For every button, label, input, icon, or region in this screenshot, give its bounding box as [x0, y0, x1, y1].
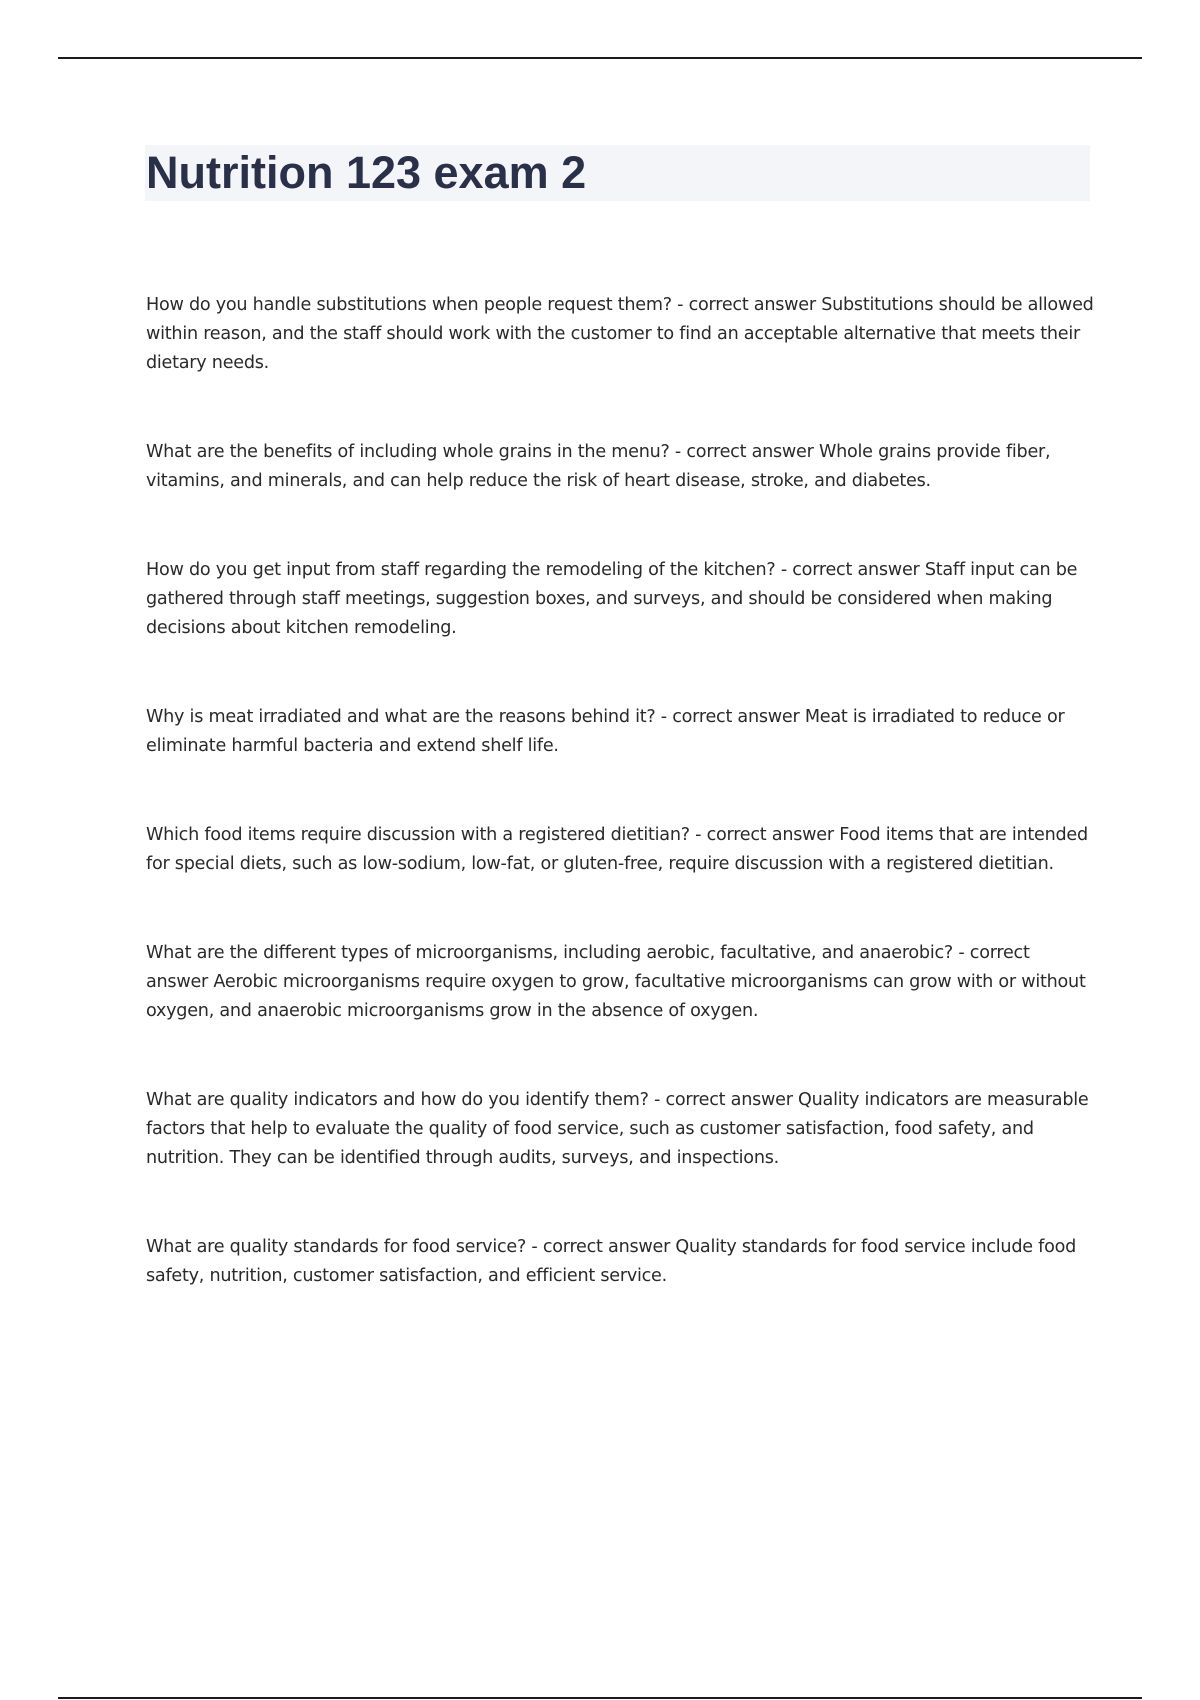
qa-item: What are quality indicators and how do you identify them? - correct answer Quality indicators are measurable factors that help to evaluate the quality of food service, such as customer satisfaction, food safety, and nutrition. They can be identified through audits, surveys, and inspections.	[146, 1090, 1089, 1168]
qa-item: How do you get input from staff regarding the remodeling of the kitchen? - correct answer Staff input can be gathered through staff meetings, suggestion boxes, and surveys, and should be considered when making decisions about kitchen remodeling.	[146, 560, 1078, 638]
qa-item: Which food items require discussion with a registered dietitian? - correct answer Food items that are intended for special diets, such as low-sodium, low-fat, or gluten-free, require discussion with a registered dietitian.	[146, 825, 1088, 874]
qa-item: What are the benefits of including whole grains in the menu? - correct answer Whole grains provide fiber, vitamins, and minerals, and can help reduce the risk of heart disease, stroke, and diabetes.	[146, 442, 1051, 491]
bottom-rule	[58, 1697, 1142, 1699]
top-rule	[58, 57, 1142, 59]
qa-item: What are quality standards for food service? - correct answer Quality standards for food service include food safety, nutrition, customer satisfaction, and efficient service.	[146, 1237, 1077, 1286]
qa-item: Why is meat irradiated and what are the reasons behind it? - correct answer Meat is irradiated to reduce or eliminate harmful bacteria and extend shelf life.	[146, 707, 1065, 756]
qa-item: What are the different types of microorganisms, including aerobic, facultative, and anaerobic? - correct answer Aerobic microorganisms require oxygen to grow, facultative microorganisms can grow with or without oxygen, and anaerobic microorganisms grow in the absence of oxygen.	[146, 943, 1086, 1021]
qa-list	[146, 291, 1096, 1351]
document-title: Nutrition 123 exam 2	[146, 147, 587, 198]
qa-item: How do you handle substitutions when people request them? - correct answer Substitutions should be allowed within reason, and the staff should work with the customer to find an acceptable alternative that meets their dietary needs.	[146, 295, 1094, 373]
